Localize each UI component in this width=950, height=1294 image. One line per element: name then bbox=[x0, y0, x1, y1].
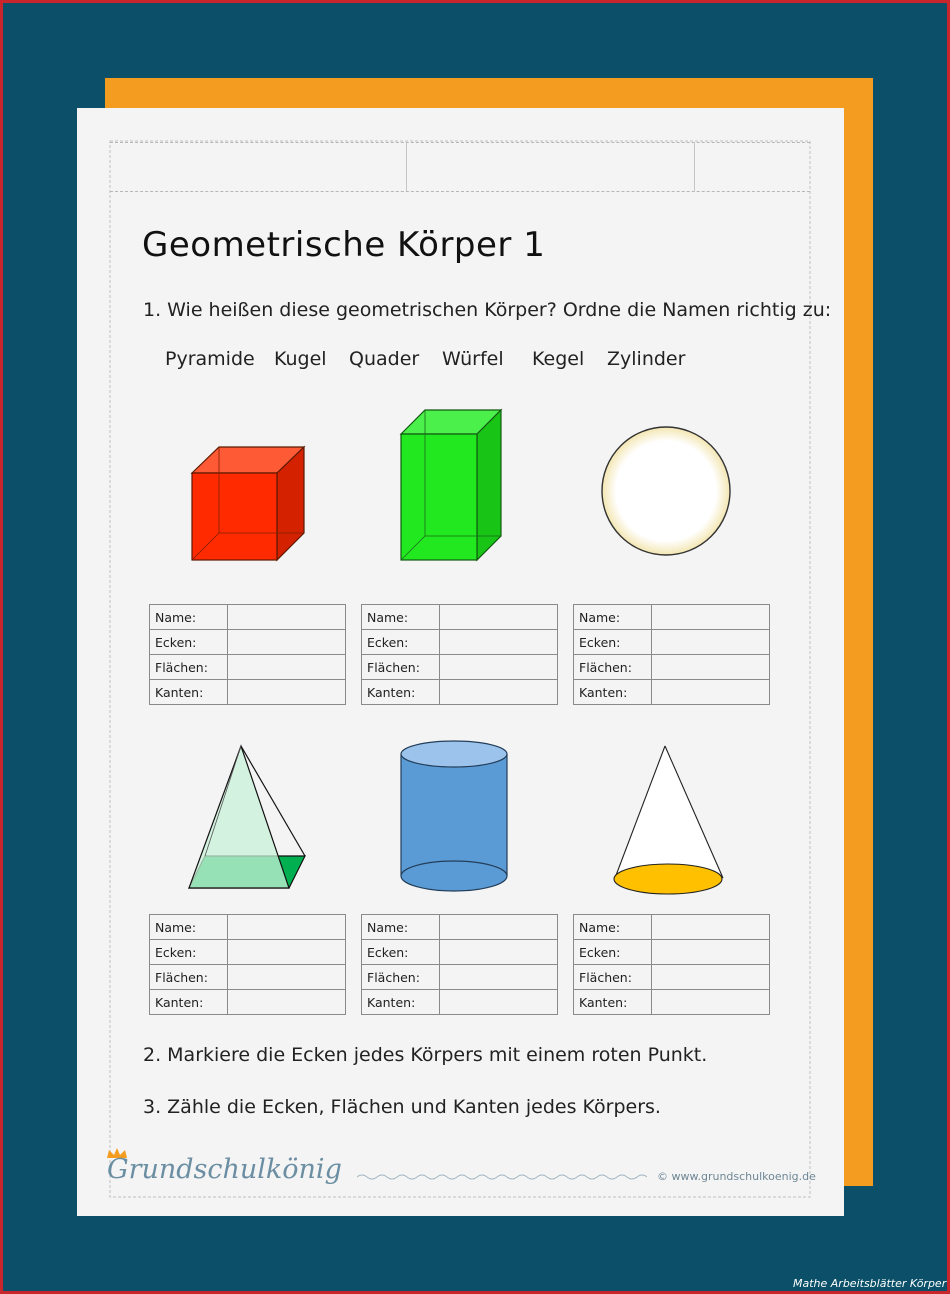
brand-logo: Grundschulkönig bbox=[107, 1154, 342, 1185]
answer-table-1 bbox=[149, 604, 346, 705]
answer-cell[interactable] bbox=[652, 940, 770, 965]
label-name: Name: bbox=[574, 605, 652, 630]
word-quader: Quader bbox=[349, 348, 420, 370]
answer-table-2 bbox=[361, 604, 558, 705]
answer-cell[interactable] bbox=[228, 915, 346, 940]
answer-table-4 bbox=[149, 914, 346, 1015]
answer-cell[interactable] bbox=[652, 680, 770, 705]
answer-cell[interactable] bbox=[440, 990, 558, 1015]
copyright-text: © www.grundschulkoenig.de bbox=[657, 1170, 816, 1183]
answer-cell[interactable] bbox=[440, 680, 558, 705]
task-3: 3. Zähle die Ecken, Flächen und Kanten jedes Körpers. bbox=[143, 1096, 661, 1118]
label-ecken: Ecken: bbox=[362, 940, 440, 965]
label-flaechen: Flächen: bbox=[150, 655, 228, 680]
answer-cell[interactable] bbox=[228, 655, 346, 680]
answer-cell[interactable] bbox=[652, 990, 770, 1015]
answer-cell[interactable] bbox=[652, 655, 770, 680]
word-zylinder: Zylinder bbox=[607, 348, 686, 370]
label-flaechen: Flächen: bbox=[574, 965, 652, 990]
label-kanten: Kanten: bbox=[574, 680, 652, 705]
label-flaechen: Flächen: bbox=[150, 965, 228, 990]
answer-cell[interactable] bbox=[440, 630, 558, 655]
pyramid-icon bbox=[185, 742, 309, 892]
answer-cell[interactable] bbox=[652, 605, 770, 630]
answer-cell[interactable] bbox=[652, 915, 770, 940]
answer-cell[interactable] bbox=[652, 630, 770, 655]
label-ecken: Ecken: bbox=[150, 630, 228, 655]
worksheet bbox=[77, 108, 844, 1216]
label-name: Name: bbox=[150, 915, 228, 940]
label-name: Name: bbox=[574, 915, 652, 940]
cuboid-icon bbox=[397, 406, 507, 564]
answer-table-3 bbox=[573, 604, 770, 705]
answer-cell[interactable] bbox=[228, 605, 346, 630]
cube-icon bbox=[187, 443, 307, 563]
answer-cell[interactable] bbox=[228, 630, 346, 655]
answer-cell[interactable] bbox=[228, 990, 346, 1015]
label-flaechen: Flächen: bbox=[362, 655, 440, 680]
answer-table-6 bbox=[573, 914, 770, 1015]
cone-icon bbox=[611, 742, 727, 898]
field-divider bbox=[406, 143, 407, 191]
label-kanten: Kanten: bbox=[150, 990, 228, 1015]
label-kanten: Kanten: bbox=[362, 680, 440, 705]
sphere-icon bbox=[599, 424, 735, 560]
answer-cell[interactable] bbox=[228, 965, 346, 990]
answer-cell[interactable] bbox=[440, 915, 558, 940]
word-kegel: Kegel bbox=[532, 348, 585, 370]
label-ecken: Ecken: bbox=[574, 940, 652, 965]
task-2: 2. Markiere die Ecken jedes Körpers mit einem roten Punkt. bbox=[143, 1044, 708, 1066]
task-1: 1. Wie heißen diese geometrischen Körper? Ordne die Namen richtig zu: bbox=[143, 299, 832, 321]
answer-cell[interactable] bbox=[228, 940, 346, 965]
answer-cell[interactable] bbox=[440, 605, 558, 630]
answer-cell[interactable] bbox=[440, 655, 558, 680]
label-ecken: Ecken: bbox=[574, 630, 652, 655]
label-ecken: Ecken: bbox=[150, 940, 228, 965]
image-caption: Mathe Arbeitsblätter Körper bbox=[793, 1277, 947, 1290]
label-name: Name: bbox=[150, 605, 228, 630]
answer-cell[interactable] bbox=[440, 965, 558, 990]
word-bank bbox=[165, 348, 725, 378]
header-name-fields bbox=[110, 142, 810, 192]
label-kanten: Kanten: bbox=[362, 990, 440, 1015]
answer-cell[interactable] bbox=[652, 965, 770, 990]
cylinder-icon bbox=[397, 738, 511, 894]
label-ecken: Ecken: bbox=[362, 630, 440, 655]
answer-cell[interactable] bbox=[440, 940, 558, 965]
label-flaechen: Flächen: bbox=[362, 965, 440, 990]
label-name: Name: bbox=[362, 915, 440, 940]
field-divider bbox=[694, 143, 695, 191]
label-name: Name: bbox=[362, 605, 440, 630]
word-wuerfel: Würfel bbox=[442, 348, 504, 370]
page-title: Geometrische Körper 1 bbox=[142, 225, 546, 265]
word-pyramide: Pyramide bbox=[165, 348, 255, 370]
answer-cell[interactable] bbox=[228, 680, 346, 705]
label-kanten: Kanten: bbox=[150, 680, 228, 705]
word-kugel: Kugel bbox=[274, 348, 327, 370]
label-kanten: Kanten: bbox=[574, 990, 652, 1015]
footer-divider bbox=[357, 1173, 647, 1181]
label-flaechen: Flächen: bbox=[574, 655, 652, 680]
answer-table-5 bbox=[361, 914, 558, 1015]
